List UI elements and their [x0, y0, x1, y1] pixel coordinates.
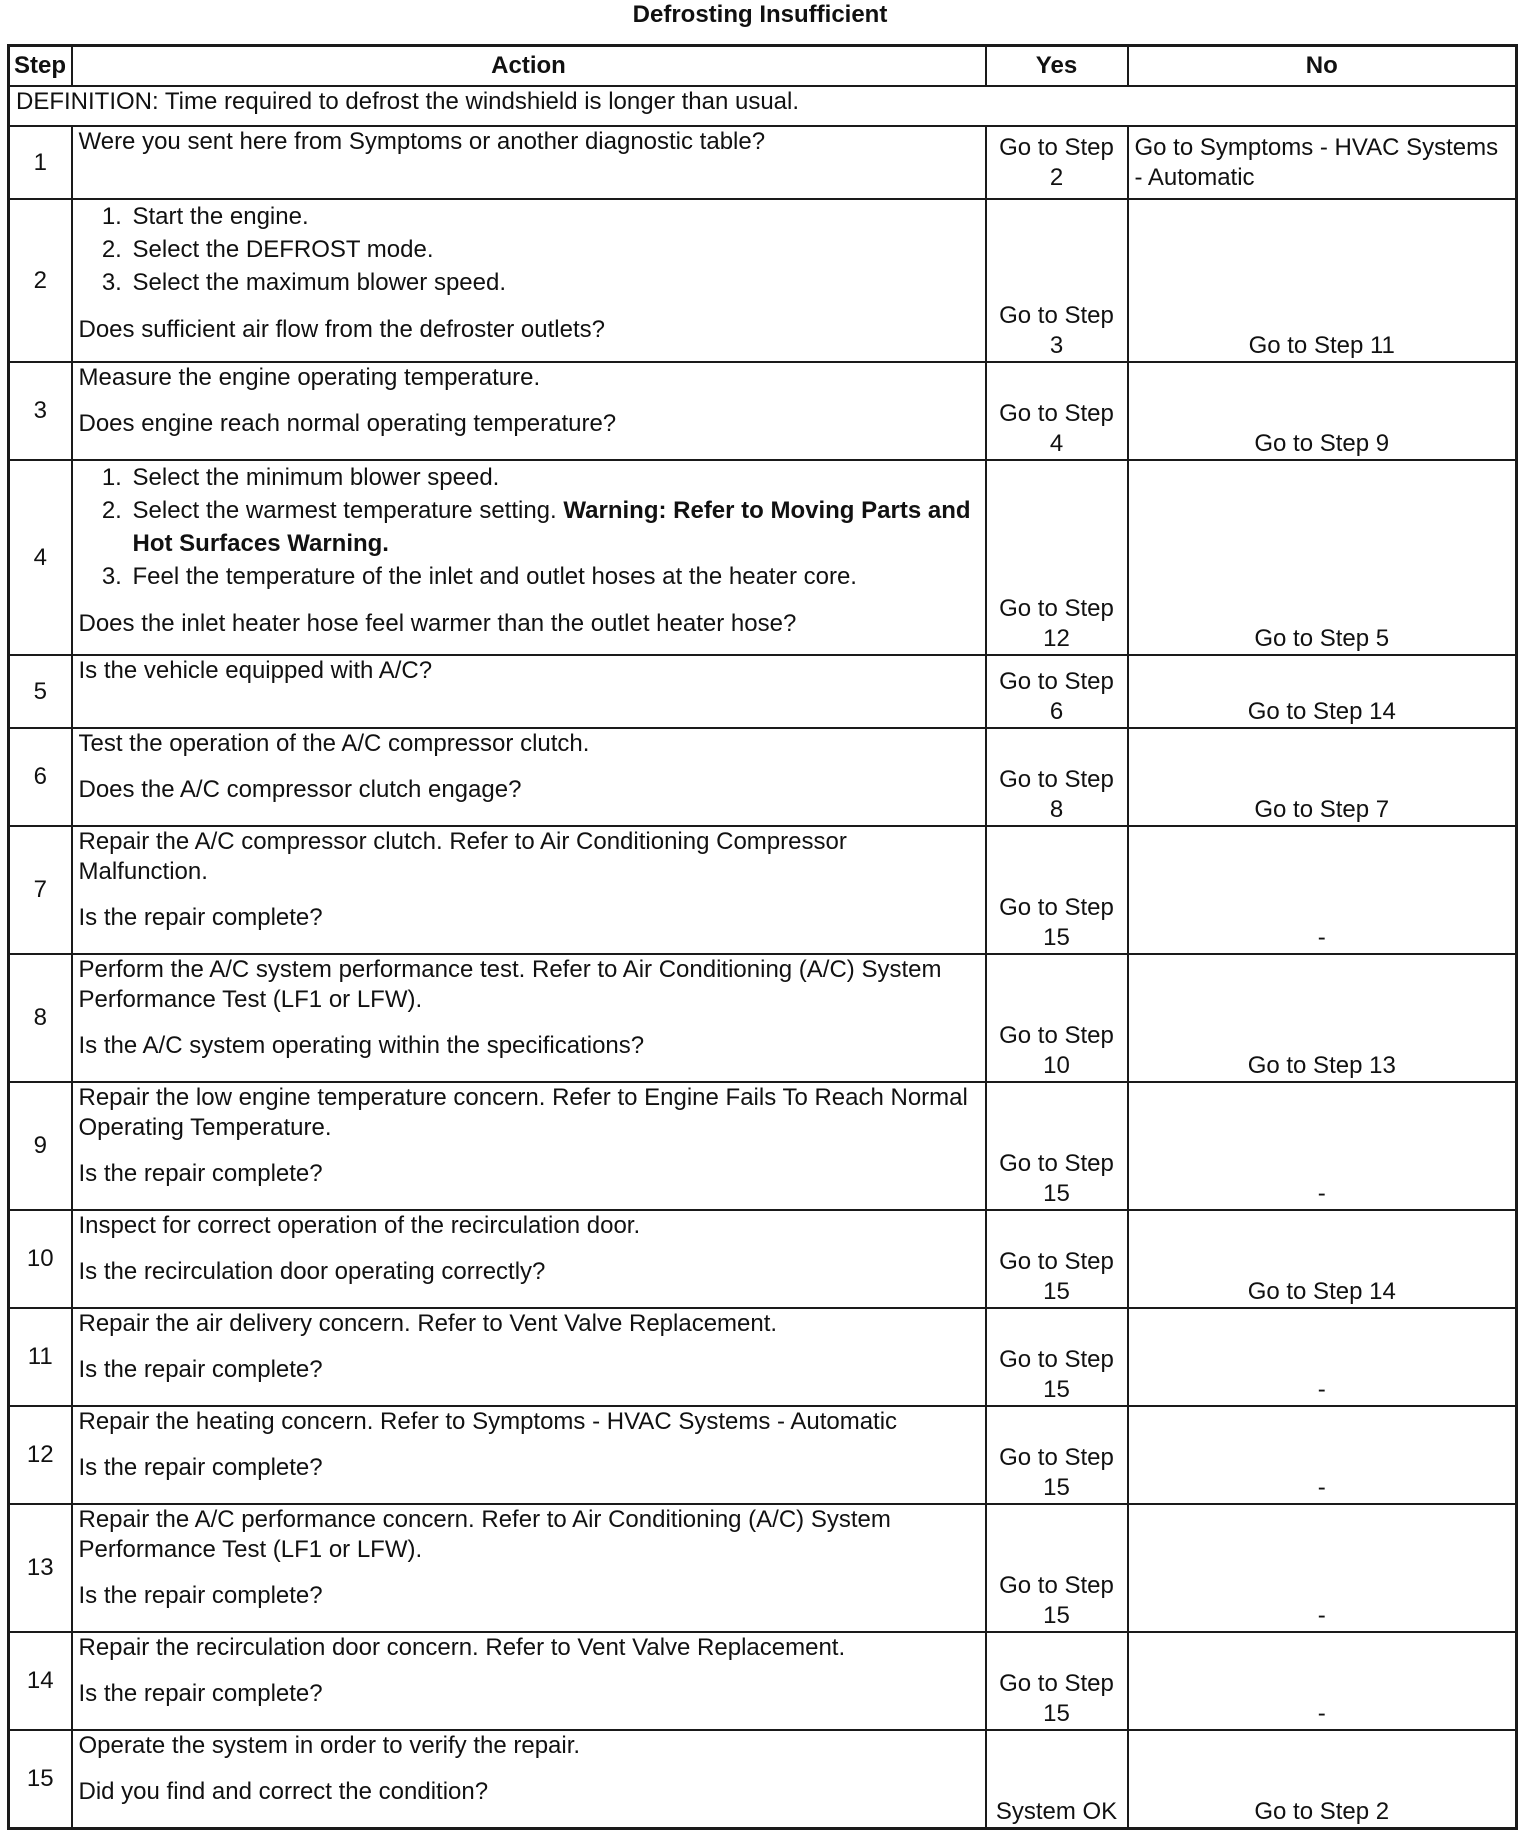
action-text: Repair the low engine temperature concern. Refer to Engine Fails To Reach Normal Operating Temperature.: [78, 1084, 968, 1141]
no-result: Go to Symptoms - HVAC Systems - Automatic: [1128, 126, 1517, 199]
no-result: Go to Step 9: [1128, 362, 1517, 460]
list-item: 2. Select the DEFROST mode.: [129, 233, 979, 266]
yes-result: Go to Step 15: [986, 1504, 1128, 1632]
action-cell: [72, 1632, 986, 1730]
no-result: Go to Step 5: [1128, 460, 1517, 655]
action-text: Inspect for correct operation of the recirculation door.: [78, 1212, 641, 1239]
action-question: Is the repair complete?: [78, 1680, 323, 1707]
header-step: Step: [9, 46, 72, 87]
action-cell: [72, 1406, 986, 1504]
step-number: 4: [9, 460, 72, 655]
action-steps-list: [79, 200, 979, 299]
action-text: Were you sent here from Symptoms or another diagnostic table?: [72, 126, 986, 199]
table-row: [9, 362, 1517, 460]
table-row: [9, 1308, 1517, 1406]
header-row: [9, 46, 1517, 87]
step-number: 12: [9, 1406, 72, 1504]
action-text: Measure the engine operating temperature.: [78, 364, 541, 391]
no-result: Go to Step 7: [1128, 728, 1517, 826]
no-result: -: [1128, 1082, 1517, 1210]
action-cell: [72, 1082, 986, 1210]
step-number: 10: [9, 1210, 72, 1308]
table-row: [9, 826, 1517, 954]
list-item-text: Select the warmest temperature setting.: [132, 497, 557, 524]
yes-result: Go to Step 8: [986, 728, 1128, 826]
yes-result: Go to Step 12: [986, 460, 1128, 655]
action-cell: [72, 1210, 986, 1308]
table-row: [9, 1504, 1517, 1632]
definition-text: DEFINITION: Time required to defrost the windshield is longer than usual.: [9, 86, 1517, 126]
table-row: [9, 126, 1517, 199]
no-result: Go to Step 11: [1128, 199, 1517, 362]
step-number: 3: [9, 362, 72, 460]
warning-text: Warning: Refer to Moving Parts and Hot Surfaces Warning.: [132, 497, 971, 557]
action-cell: [72, 826, 986, 954]
action-cell: [72, 954, 986, 1082]
action-cell: [72, 1308, 986, 1406]
action-text: Is the vehicle equipped with A/C?: [72, 655, 986, 728]
action-question: Does sufficient air flow from the defroster outlets?: [78, 316, 605, 343]
table-row: [9, 199, 1517, 362]
action-question: Does the A/C compressor clutch engage?: [78, 776, 522, 803]
step-number: 11: [9, 1308, 72, 1406]
action-question: Does the inlet heater hose feel warmer than the outlet heater hose?: [78, 610, 797, 637]
list-item: 1. Start the engine.: [129, 200, 979, 233]
yes-result: Go to Step 2: [986, 126, 1128, 199]
action-cell: [72, 1504, 986, 1632]
action-question: Is the repair complete?: [78, 1356, 323, 1383]
action-text: Test the operation of the A/C compressor clutch.: [78, 730, 590, 757]
action-question: Did you find and correct the condition?: [78, 1778, 489, 1805]
action-text: Repair the air delivery concern. Refer to Vent Valve Replacement.: [78, 1310, 778, 1337]
yes-result: Go to Step 15: [986, 1210, 1128, 1308]
no-result: -: [1128, 1504, 1517, 1632]
no-result: Go to Step 14: [1128, 1210, 1517, 1308]
action-text: Repair the A/C performance concern. Refer to Air Conditioning (A/C) System Performance Test (LF1 or LFW).: [78, 1506, 891, 1563]
table-row: [9, 1632, 1517, 1730]
table-row: [9, 1210, 1517, 1308]
action-question: Does engine reach normal operating temperature?: [78, 410, 617, 437]
action-question: Is the recirculation door operating correctly?: [78, 1258, 546, 1285]
no-result: Go to Step 13: [1128, 954, 1517, 1082]
yes-result: Go to Step 4: [986, 362, 1128, 460]
step-number: 15: [9, 1730, 72, 1828]
no-result: Go to Step 2: [1128, 1730, 1517, 1828]
action-question: Is the repair complete?: [78, 1160, 323, 1187]
yes-result: Go to Step 15: [986, 1632, 1128, 1730]
yes-result: Go to Step 15: [986, 1082, 1128, 1210]
action-question: Is the repair complete?: [78, 1582, 323, 1609]
list-item: 1. Select the minimum blower speed.: [129, 461, 979, 494]
page-title: Defrosting Insufficient: [632, 1, 888, 28]
yes-result: Go to Step 15: [986, 826, 1128, 954]
yes-result: Go to Step 3: [986, 199, 1128, 362]
no-result: -: [1128, 1308, 1517, 1406]
step-number: 8: [9, 954, 72, 1082]
step-number: 7: [9, 826, 72, 954]
action-cell: [72, 460, 986, 655]
action-question: Is the A/C system operating within the specifications?: [78, 1032, 645, 1059]
list-item: 3. Feel the temperature of the inlet and outlet hoses at the heater core.: [129, 560, 979, 593]
action-cell: [72, 1730, 986, 1828]
yes-result: System OK: [986, 1730, 1128, 1828]
step-number: 5: [9, 655, 72, 728]
action-text: Repair the recirculation door concern. Refer to Vent Valve Replacement.: [78, 1634, 846, 1661]
table-row: [9, 1730, 1517, 1828]
yes-result: Go to Step 10: [986, 954, 1128, 1082]
no-result: Go to Step 14: [1128, 655, 1517, 728]
step-number: 14: [9, 1632, 72, 1730]
definition-row: [9, 86, 1517, 126]
yes-result: Go to Step 6: [986, 655, 1128, 728]
yes-result: Go to Step 15: [986, 1308, 1128, 1406]
action-question: Is the repair complete?: [78, 1454, 323, 1481]
no-result: -: [1128, 1406, 1517, 1504]
table-row: [9, 655, 1517, 728]
action-text: Repair the heating concern. Refer to Symptoms - HVAC Systems - Automatic: [78, 1408, 898, 1435]
step-number: 1: [9, 126, 72, 199]
table-row: [9, 460, 1517, 655]
list-item: [129, 494, 979, 560]
no-result: -: [1128, 826, 1517, 954]
header-action: Action: [72, 46, 986, 87]
action-cell: [72, 199, 986, 362]
list-item: 3. Select the maximum blower speed.: [129, 266, 979, 299]
header-yes: Yes: [986, 46, 1128, 87]
step-number: 13: [9, 1504, 72, 1632]
action-cell: [72, 728, 986, 826]
action-question: Is the repair complete?: [78, 904, 323, 931]
action-steps-list: [79, 461, 979, 593]
action-cell: [72, 362, 986, 460]
action-text: Repair the A/C compressor clutch. Refer to Air Conditioning Compressor Malfunction.: [78, 828, 847, 885]
action-text: Operate the system in order to verify the repair.: [78, 1732, 581, 1759]
header-no: No: [1128, 46, 1517, 87]
no-result: -: [1128, 1632, 1517, 1730]
table-row: [9, 954, 1517, 1082]
action-text: Perform the A/C system performance test. Refer to Air Conditioning (A/C) System Performance Test (LF1 or LFW).: [78, 956, 942, 1013]
step-number: 9: [9, 1082, 72, 1210]
table-row: [9, 728, 1517, 826]
yes-result: Go to Step 15: [986, 1406, 1128, 1504]
diagnostic-table: [7, 44, 1518, 1830]
step-number: 2: [9, 199, 72, 362]
step-number: 6: [9, 728, 72, 826]
table-row: [9, 1082, 1517, 1210]
table-row: [9, 1406, 1517, 1504]
